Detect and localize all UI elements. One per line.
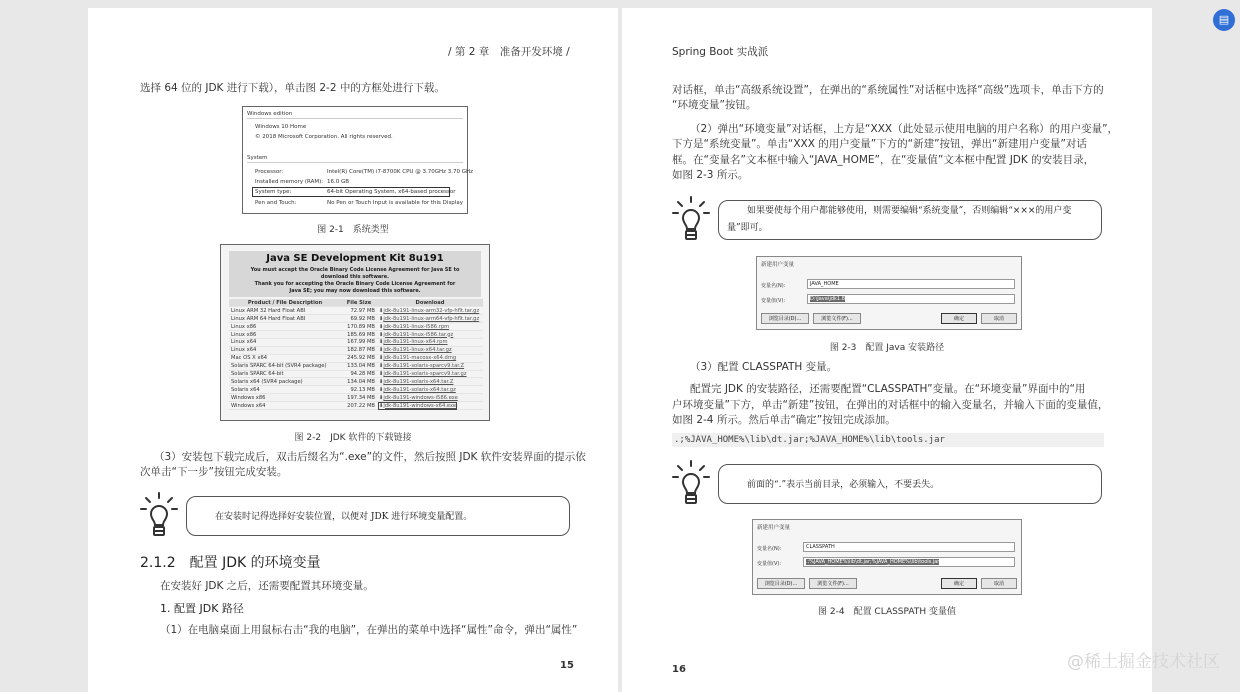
lightbulb-icon bbox=[140, 492, 178, 538]
tip-box-2 bbox=[718, 464, 1102, 504]
download-cell[interactable]: ⬇jdk-8u191-solaris-x64.tar.Z bbox=[377, 378, 483, 386]
license-note: You must accept the Oracle Binary Code License Agreement for Java SE to download this software. bbox=[250, 267, 460, 280]
download-link-windows-x64[interactable]: ⬇jdk-8u191-windows-x64.exe bbox=[379, 402, 457, 409]
size-cell: 207.22 MB bbox=[341, 402, 377, 410]
page-number-right: 16 bbox=[672, 664, 686, 675]
download-link[interactable]: jdk-8u191-windows-i586.exe bbox=[383, 394, 458, 401]
variable-value-input[interactable]: .;%JAVA_HOME%\lib\dt.jar;%JAVA_HOME%\lib\tools.jar bbox=[803, 557, 1015, 567]
para3-line2: 次单击“下一步”按钮完成安装。 bbox=[140, 466, 288, 478]
pen-value: No Pen or Touch Input is available for this Display bbox=[327, 200, 463, 206]
product-cell: Linux x86 bbox=[229, 331, 341, 339]
tip-text: 在安装时记得选择好安装位置，以便对 JDK 进行环境变量配置。 bbox=[215, 512, 473, 522]
lightbulb-icon bbox=[672, 460, 710, 506]
new-user-variable-dialog-java-home bbox=[756, 256, 1022, 330]
product-cell: Linux ARM 32 Hard Float ABI bbox=[229, 307, 341, 315]
fig1-caption: 图 2-1 系统类型 bbox=[317, 225, 389, 235]
variable-name-input[interactable]: JAVA_HOME bbox=[807, 279, 1015, 289]
download-cell[interactable]: ⬇jdk-8u191-macosx-x64.dmg bbox=[377, 354, 483, 362]
size-cell: 245.92 MB bbox=[341, 354, 377, 362]
ok-button[interactable]: 确定 bbox=[941, 578, 977, 589]
download-link[interactable]: jdk-8u191-linux-arm32-vfp-hflt.tar.gz bbox=[383, 307, 480, 314]
size-cell: 170.89 MB bbox=[341, 323, 377, 331]
processor-value: Intel(R) Core(TM) i7-8700K CPU @ 3.70GHz 3.70 GHz bbox=[327, 169, 474, 175]
table-row bbox=[229, 394, 483, 402]
size-cell: 182.87 MB bbox=[341, 346, 377, 354]
size-cell: 167.99 MB bbox=[341, 338, 377, 346]
dialog-title: 新建用户变量 bbox=[757, 525, 791, 531]
browse-directory-button[interactable]: 浏览目录(D)... bbox=[761, 313, 809, 324]
tip-box-1 bbox=[718, 200, 1102, 240]
p1-line1: 对话框，单击“高级系统设置”，在弹出的“系统属性”对话框中选择“高级”选项卡，单击下方的 bbox=[672, 84, 1104, 96]
table-row bbox=[229, 362, 483, 370]
intro-line: 选择 64 位的 JDK 进行下载），单击图 2-2 中的方框处进行下载。 bbox=[140, 82, 445, 94]
variable-name-input[interactable]: CLASSPATH bbox=[803, 542, 1015, 552]
new-user-variable-dialog-classpath bbox=[752, 519, 1022, 595]
download-cell[interactable]: ⬇jdk-8u191-windows-i586.exe bbox=[377, 394, 483, 402]
browse-file-button[interactable]: 浏览文件(F)... bbox=[809, 578, 857, 589]
download-link[interactable]: jdk-8u191-solaris-sparcv9.tar.gz bbox=[383, 370, 467, 377]
download-link[interactable]: jdk-8u191-macosx-x64.dmg bbox=[383, 355, 457, 362]
download-cell[interactable]: ⬇jdk-8u191-linux-arm64-vfp-hflt.tar.gz bbox=[377, 315, 483, 323]
variable-value-label: 变量值(V): bbox=[757, 561, 782, 567]
jdk-download-figure bbox=[220, 244, 490, 421]
table-row bbox=[229, 346, 483, 354]
download-cell[interactable]: ⬇jdk-8u191-linux-arm32-vfp-hflt.tar.gz bbox=[377, 307, 483, 315]
p2-line4: 如图 2-3 所示。 bbox=[672, 169, 749, 181]
download-link[interactable]: jdk-8u191-linux-i586.rpm bbox=[383, 323, 450, 330]
lightbulb-icon bbox=[672, 196, 710, 242]
cancel-button[interactable]: 取消 bbox=[981, 313, 1017, 324]
size-cell: 92.13 MB bbox=[341, 386, 377, 394]
section-title: 2.1.2 配置 JDK 的环境变量 bbox=[140, 555, 321, 571]
system-heading: System bbox=[247, 155, 268, 161]
edition-name: Windows 10 Home bbox=[255, 124, 307, 130]
system-type-value: 64-bit Operating System, x64-based processor bbox=[327, 189, 456, 195]
product-cell: Solaris x64 (SVR4 package) bbox=[229, 378, 341, 386]
p1-line2: “环境变量”按钮。 bbox=[672, 99, 757, 111]
table-row bbox=[229, 386, 483, 394]
variable-value-label: 变量值(V): bbox=[761, 298, 786, 304]
download-cell-highlighted[interactable] bbox=[377, 402, 483, 410]
size-cell: 133.04 MB bbox=[341, 362, 377, 370]
fig3-caption: 图 2-3 配置 Java 安装路径 bbox=[829, 343, 945, 353]
product-cell: Windows x64 bbox=[229, 402, 341, 410]
download-cell[interactable]: ⬇jdk-8u191-linux-x64.tar.gz bbox=[377, 346, 483, 354]
col-size: File Size bbox=[341, 299, 377, 307]
size-cell: 185.69 MB bbox=[341, 331, 377, 339]
copyright: © 2018 Microsoft Corporation. All rights reserved. bbox=[255, 134, 393, 140]
download-cell[interactable]: ⬇jdk-8u191-solaris-sparcv9.tar.Z bbox=[377, 362, 483, 370]
size-cell: 94.28 MB bbox=[341, 370, 377, 378]
download-table bbox=[229, 299, 483, 410]
fig2-caption: 图 2-2 JDK 软件的下载链接 bbox=[294, 433, 412, 443]
sub3-title: （3）配置 CLASSPATH 变量。 bbox=[690, 361, 838, 373]
browse-directory-button[interactable]: 浏览目录(D)... bbox=[757, 578, 805, 589]
download-link[interactable]: jdk-8u191-solaris-sparcv9.tar.Z bbox=[383, 363, 465, 370]
product-cell: Solaris x64 bbox=[229, 386, 341, 394]
product-cell: Linux x86 bbox=[229, 323, 341, 331]
edition-heading: Windows edition bbox=[247, 111, 293, 117]
license-accepted-note: Thank you for accepting the Oracle Binary Code License Agreement for Java SE; you may now download this software. bbox=[254, 281, 456, 294]
para-last: （1）在电脑桌面上用鼠标右击“我的电脑”，在弹出的菜单中选择“属性”命令，弹出“属性” bbox=[160, 624, 578, 636]
table-row bbox=[229, 331, 483, 339]
p3-line2: 户环境变量”下方，单击“新建”按钮，在弹出的对话框中的输入变量名，并输入下面的变量值， bbox=[672, 399, 1109, 411]
product-cell: Mac OS X x64 bbox=[229, 354, 341, 362]
download-link[interactable]: jdk-8u191-solaris-x64.tar.gz bbox=[383, 386, 456, 393]
tip1-line2: 量”即可。 bbox=[727, 223, 768, 233]
variable-value-input[interactable]: D:\Java\jdk1.8 bbox=[807, 294, 1015, 304]
table-row bbox=[229, 338, 483, 346]
right-page bbox=[622, 8, 1152, 692]
table-row bbox=[229, 378, 483, 386]
table-row bbox=[229, 307, 483, 315]
classpath-code: .;%JAVA_HOME%\lib\dt.jar;%JAVA_HOME%\lib\tools.jar bbox=[672, 433, 1104, 447]
ok-button[interactable]: 确定 bbox=[941, 313, 977, 324]
system-info-figure bbox=[242, 106, 474, 214]
size-cell: 197.34 MB bbox=[341, 394, 377, 402]
product-cell: Windows x86 bbox=[229, 394, 341, 402]
page-number-left: 15 bbox=[560, 660, 574, 671]
col-product: Product / File Description bbox=[229, 299, 341, 307]
col-download: Download bbox=[377, 299, 483, 307]
p2-line2: 下方是“系统变量”。单击“XXX 的用户变量”下方的“新建”按钮，弹出“新建用户变量”对话 bbox=[672, 138, 1087, 150]
product-cell: Solaris SPARC 64-bit bbox=[229, 370, 341, 378]
download-link[interactable]: jdk-8u191-linux-arm64-vfp-hflt.tar.gz bbox=[383, 315, 480, 322]
watermark: @稀土掘金技术社区 bbox=[1067, 652, 1220, 672]
cancel-button[interactable]: 取消 bbox=[981, 578, 1017, 589]
table-row bbox=[229, 402, 483, 410]
subsection-title: 1. 配置 JDK 路径 bbox=[160, 602, 244, 615]
download-link[interactable]: jdk-8u191-linux-x64.tar.gz bbox=[383, 347, 452, 354]
memory-label: Installed memory (RAM): bbox=[255, 179, 324, 185]
fig4-caption: 图 2-4 配置 CLASSPATH 变量值 bbox=[818, 607, 956, 617]
left-page bbox=[88, 8, 618, 692]
p3-line3: 如图 2-4 所示。然后单击“确定”按钮完成添加。 bbox=[672, 414, 896, 426]
tip1-line1: 如果要使每个用户都能够使用，则需要编辑“系统变量”，否则编辑“×××的用户变 bbox=[747, 206, 1072, 216]
p2-line1: （2）弹出“环境变量”对话框，上方是“XXX（此处显示使用电脑的用户名称）的用户变量”， bbox=[690, 123, 1119, 135]
variable-name-label: 变量名(N): bbox=[761, 283, 786, 289]
system-type-label: System type: bbox=[255, 189, 292, 195]
tip2-text: 前面的“.”表示当前目录，必须输入，不要丢失。 bbox=[747, 480, 940, 490]
para3-line1: （3）安装包下载完成后，双击后缀名为“.exe”的文件，然后按照 JDK 软件安装界面的提示依 bbox=[154, 451, 586, 463]
download-link[interactable]: jdk-8u191-linux-i586.tar.gz bbox=[383, 331, 454, 338]
download-cell[interactable]: ⬇jdk-8u191-solaris-x64.tar.gz bbox=[377, 386, 483, 394]
jdk-download-title: Java SE Development Kit 8u191 bbox=[266, 253, 444, 264]
table-row bbox=[229, 315, 483, 323]
product-cell: Linux x64 bbox=[229, 346, 341, 354]
variable-name-label: 变量名(N): bbox=[757, 546, 782, 552]
processor-label: Processor: bbox=[255, 169, 284, 175]
download-cell[interactable]: ⬇jdk-8u191-solaris-sparcv9.tar.gz bbox=[377, 370, 483, 378]
p2-line3: 框。在“变量名”文本框中输入“JAVA_HOME”，在“变量值”文本框中配置 JDK 的安装目录， bbox=[672, 154, 1095, 166]
table-row bbox=[229, 354, 483, 362]
p3-line1: 配置完 JDK 的安装路径，还需要配置“CLASSPATH”变量。在“环境变量”界面中的“用 bbox=[690, 383, 1086, 395]
browse-file-button[interactable]: 浏览文件(F)... bbox=[813, 313, 861, 324]
size-cell: 134.04 MB bbox=[341, 378, 377, 386]
translate-icon[interactable]: ▤ bbox=[1213, 9, 1235, 31]
memory-value: 16.0 GB bbox=[327, 179, 350, 185]
download-link[interactable]: jdk-8u191-solaris-x64.tar.Z bbox=[383, 378, 454, 385]
section-intro: 在安装好 JDK 之后，还需要配置其环境变量。 bbox=[160, 580, 374, 592]
tip-box bbox=[186, 496, 570, 536]
download-link[interactable]: jdk-8u191-linux-x64.rpm bbox=[383, 339, 448, 346]
size-cell: 69.92 MB bbox=[341, 315, 377, 323]
download-cell[interactable]: ⬇jdk-8u191-linux-i586.rpm bbox=[377, 323, 483, 331]
right-page-header: Spring Boot 实战派 bbox=[672, 46, 769, 58]
product-cell: Linux ARM 64 Hard Float ABI bbox=[229, 315, 341, 323]
dialog-title: 新建用户变量 bbox=[761, 262, 795, 268]
pen-label: Pen and Touch: bbox=[255, 200, 297, 206]
size-cell: 72.97 MB bbox=[341, 307, 377, 315]
table-row bbox=[229, 370, 483, 378]
product-cell: Solaris SPARC 64-bit (SVR4 package) bbox=[229, 362, 341, 370]
download-cell[interactable]: ⬇jdk-8u191-linux-x64.rpm bbox=[377, 338, 483, 346]
download-cell[interactable]: ⬇jdk-8u191-linux-i586.tar.gz bbox=[377, 331, 483, 339]
table-row bbox=[229, 323, 483, 331]
left-page-header: / 第 2 章 准备开发环境 / bbox=[448, 46, 570, 58]
product-cell: Linux x64 bbox=[229, 338, 341, 346]
